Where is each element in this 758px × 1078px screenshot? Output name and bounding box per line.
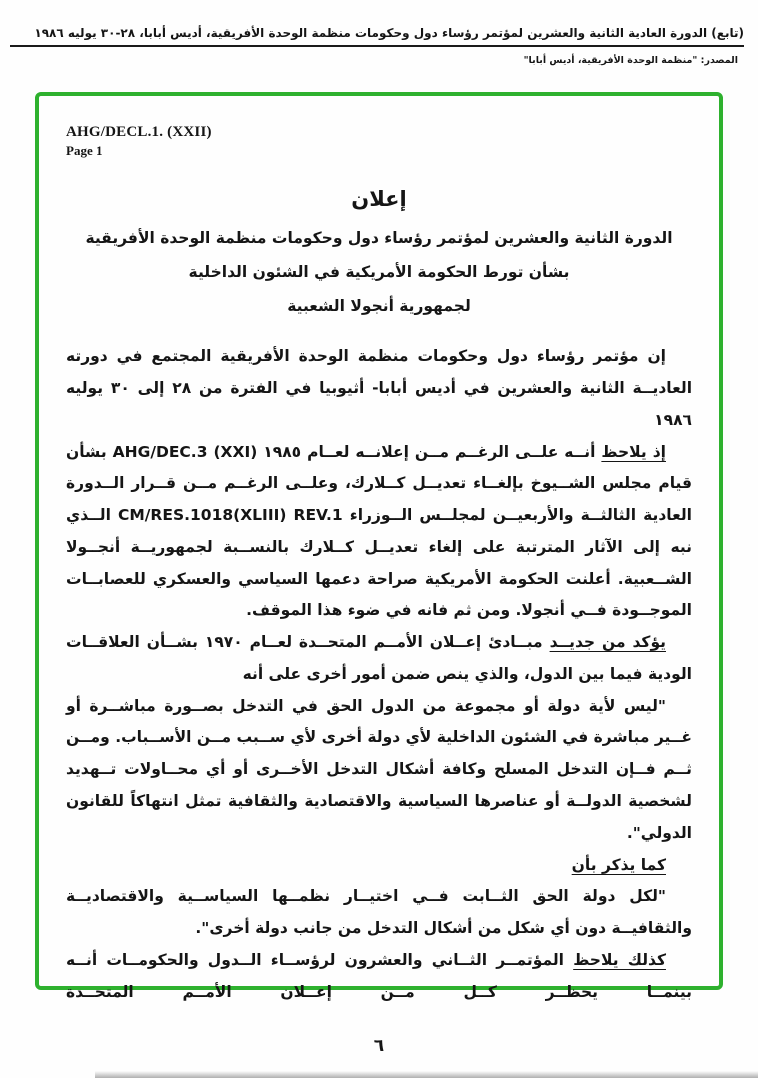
paragraph [66, 850, 692, 882]
paragraph-lead: كذلك يلاحظ [573, 950, 666, 969]
session-header-line: (تابع) الدورة العادية الثانية والعشرين لمؤتمر رؤساء دول وحكومات منظمة الوحدة الأفريقية، أديس أبابا، ٢٨-٣٠ يوليه ١٩٨٦ [34, 26, 744, 40]
document-reference: AHG/DECL.1. (XXII) [66, 124, 212, 140]
paragraph [66, 341, 692, 436]
paragraph [66, 881, 692, 945]
header-divider [10, 45, 744, 47]
paragraph-lead: كما يذكر بأن [571, 855, 666, 874]
paragraph-text: المؤتمــر الثــاني والعشرون لرؤســاء الــدول والحكومــات أنــه بينمــا يحظــر كــل مــن إعــلان الأمــم المتحــدة [66, 950, 692, 1001]
paragraph-text: "لكل دولة الحق الثــابت فــي اختيــار نظمــها السياســية والاقتصاديــة والثقافيــة دون أي شكل من أشكال التدخل من جانب دولة أخرى". [66, 887, 692, 938]
paragraph-lead: إذ يلاحظ [601, 442, 666, 461]
paragraph [66, 627, 692, 691]
document-page-label: Page 1 [66, 143, 103, 158]
declaration-subtitle [66, 221, 692, 323]
declaration-title: إعلان [351, 187, 407, 211]
paragraph [66, 437, 692, 628]
document-frame [35, 92, 723, 1001]
subtitle-line-1: الدورة الثانية والعشرين لمؤتمر رؤساء دول وحكومات منظمة الوحدة الأفريقية [85, 229, 673, 247]
source-line: المصدر: "منظمة الوحدة الأفريقية، أديس أبابا" [523, 55, 738, 66]
paragraph [66, 691, 692, 850]
scan-edge-artifact [95, 1071, 758, 1078]
subtitle-line-3: لجمهورية أنجولا الشعبية [287, 297, 471, 316]
page-number: ٦ [373, 1036, 385, 1056]
paragraph [66, 945, 692, 1009]
declaration-body [66, 341, 692, 1008]
paragraph-lead: يؤكد من جديــد [549, 633, 666, 652]
paragraph-text: أنــه علــى الرغــم مــن إعلانــه لعــام ١٩٨٥ AHG/DEC.3 (XXI) بشأن قيام مجلس الشــيوخ بإلغــاء تعديــل كــلارك، وعلــى الرغــم مــن قــرار الــدورة العادية الثالثــة والأربعيــن لمجلــس الــوزراء CM/RES.1018(XLIII) REV.1 الــذي نبه إلى الآثار المترتبة على إلغاء تعديــل كــلارك بالنســبة لجمهوريــة أنجــولا الشــعبية. أعلنت الحكومة الأمريكية صراحة دعمها السياسي والعسكري للعصابــات الموجــودة فــي أنجولا. ومن ثم فانه في ضوء هذا الموقف. [66, 442, 692, 620]
paragraph-text: "ليس لأية دولة أو مجموعة من الدول الحق في التدخل بصــورة مباشــرة أو غــير مباشرة في الشئون الداخلية لأي دولة أخرى لأي ســبب مــن الأســباب. ومــن ثــم فــإن التدخل المسلح وكافة أشكال التدخل الأخــرى أو أي محــاولات تــهديد لشخصية الدولــة أو عناصرها السياسية والاقتصادية والثقافية تمثل انتهاكاً للقانون الدولي". [66, 696, 692, 842]
subtitle-line-2: بشأن تورط الحكومة الأمريكية في الشئون الداخلية [188, 263, 570, 282]
paragraph-text: إن مؤتمر رؤساء دول وحكومات منظمة الوحدة الأفريقية المجتمع في دورته العاديــة الثانية والعشرين في أديس أبابا- أثيوبيا في الفترة من ٢٨ إلى ٣٠ يوليه ١٩٨٦ [66, 347, 693, 429]
archive-header [10, 26, 744, 66]
paragraph-text: مبــادئ إعــلان الأمــم المتحــدة لعــام ١٩٧٠ بشــأن العلاقــات الودية فيما بين الدول، والذي ينص ضمن أمور أخرى على أنه [66, 633, 692, 683]
